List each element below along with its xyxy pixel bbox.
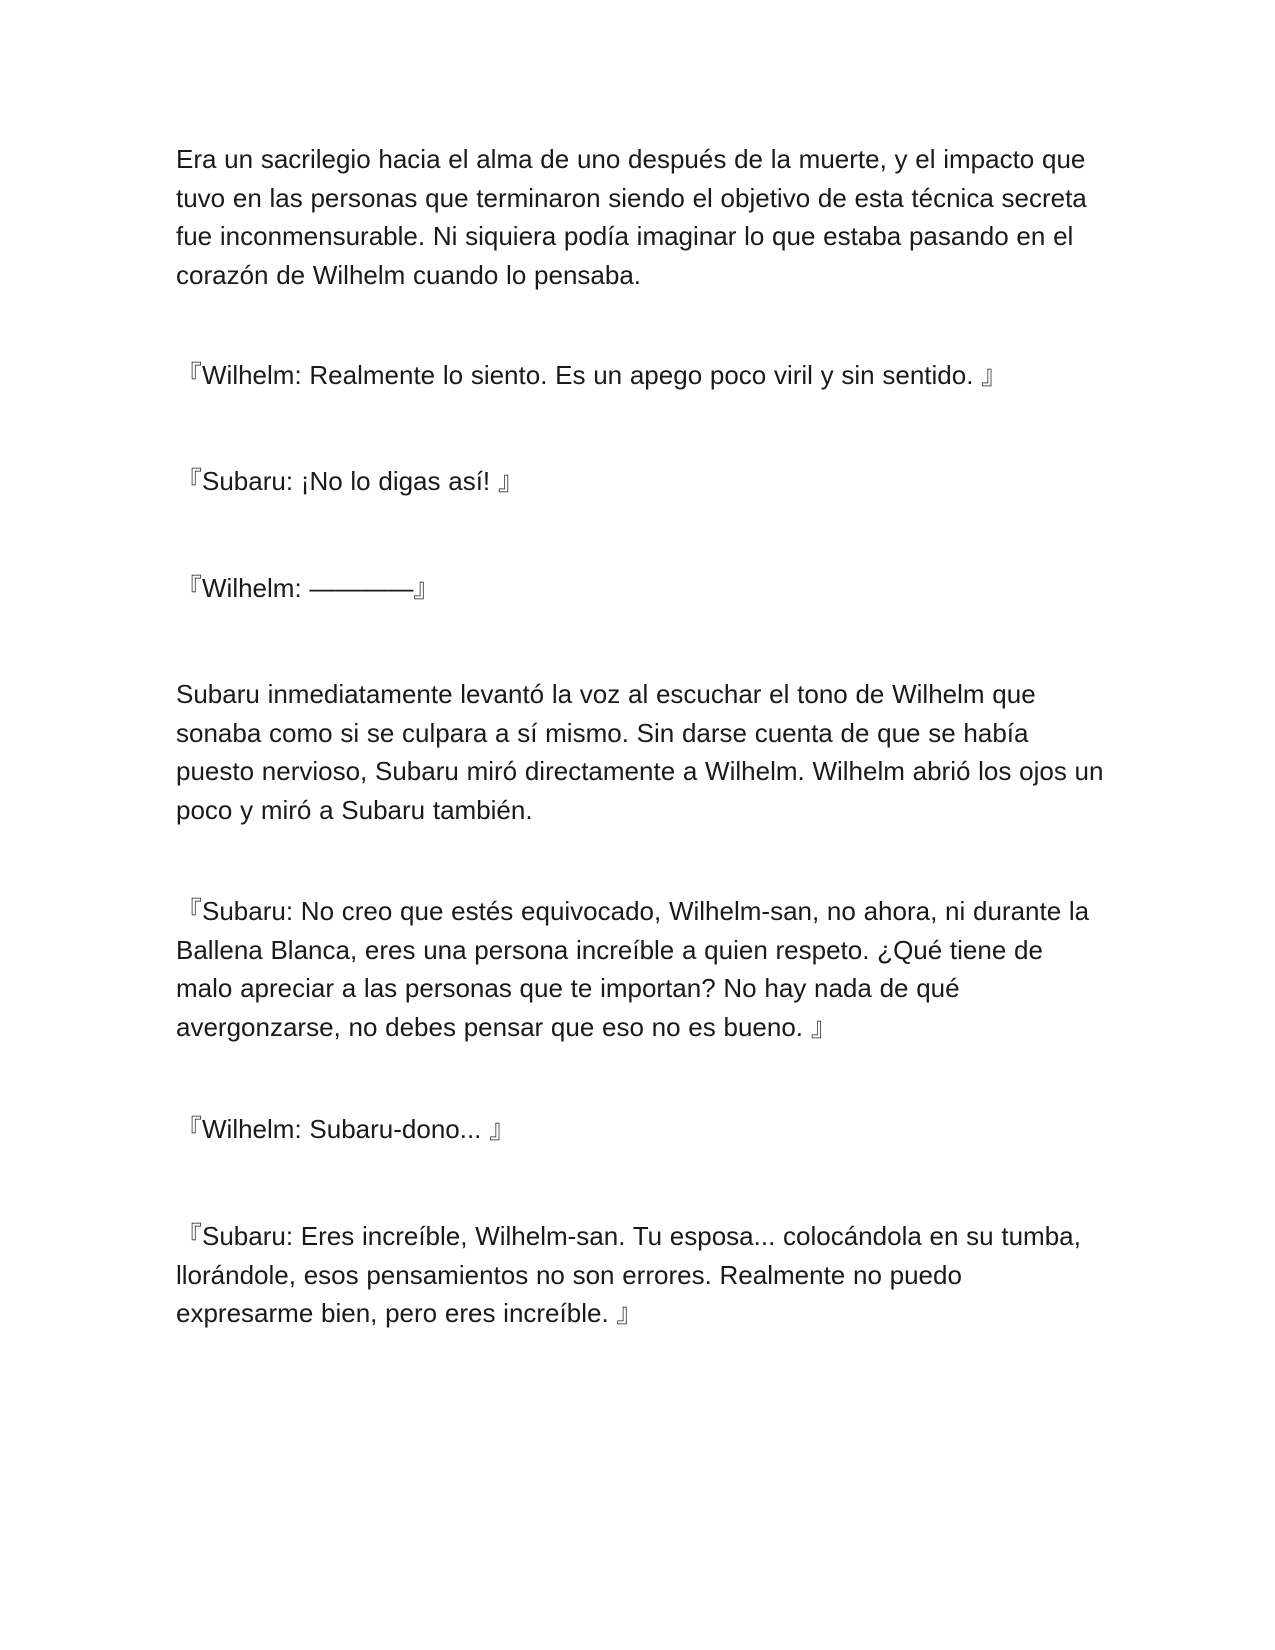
dialogue-wilhelm-apology: 『Wilhelm: Realmente lo siento. Es un apego poco viril y sin sentido. 』 (176, 360, 1008, 390)
dialogue-wilhelm-silence: 『Wilhelm: ————』 (176, 573, 440, 603)
dialogue-subaru-incredible: 『Subaru: Eres increíble, Wilhelm-san. Tu esposa... colocándola en su tumba, llorándole, esos pensamientos no son errores. Realmente no puedo expresarme bien, pero eres increíble. 』 (176, 1221, 1081, 1328)
dialogue-wilhelm-subaru-dono: 『Wilhelm: Subaru-dono... 』 (176, 1114, 516, 1144)
dialogue-subaru-objection: 『Subaru: ¡No lo digas así! 』 (176, 466, 524, 496)
narration-paragraph-1: Era un sacrilegio hacia el alma de uno después de la muerte, y el impacto que tuvo en las personas que terminaron siendo el objetivo de esta técnica secreta fue inconmensurable. Ni siquiera podía imaginar lo que estaba pasando en el corazón de Wilhelm cuando lo pensaba. (176, 144, 1087, 290)
narration-paragraph-2: Subaru inmediatamente levantó la voz al escuchar el tono de Wilhelm que sonaba como si se culpara a sí mismo. Sin darse cuenta de que se había puesto nervioso, Subaru miró directamente a Wilhelm. Wilhelm abrió los ojos un poco y miró a Subaru también. (176, 679, 1104, 825)
dialogue-subaru-respect: 『Subaru: No creo que estés equivocado, Wilhelm-san, no ahora, ni durante la Ballena Blanca, eres una persona increíble a quien respeto. ¿Qué tiene de malo apreciar a las personas que te importan? No hay nada de qué avergonzarse, no debes pensar que eso no es bueno. 』 (176, 896, 1090, 1042)
